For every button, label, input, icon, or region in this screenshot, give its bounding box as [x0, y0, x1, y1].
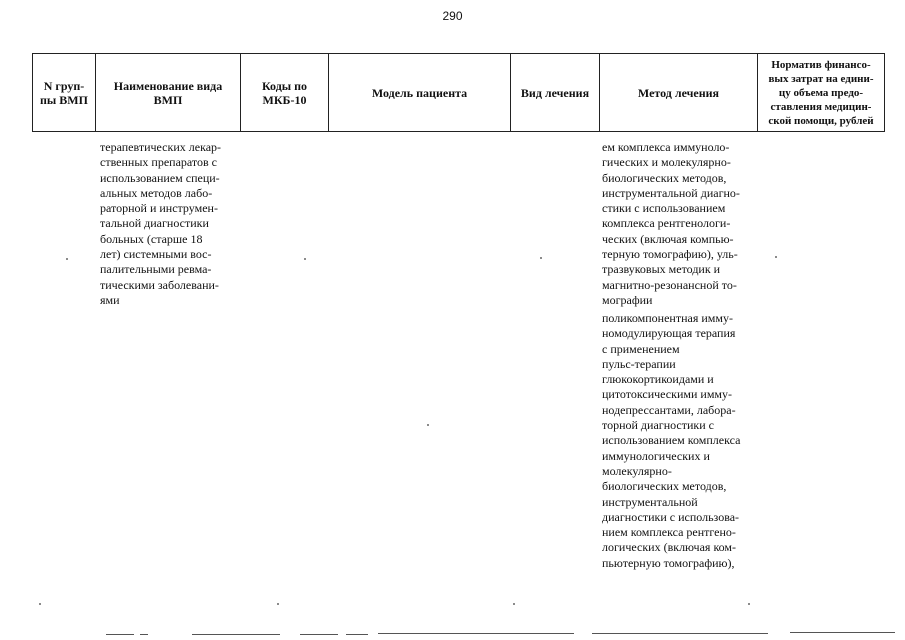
header-treatment-method: Метод лечения: [600, 54, 758, 132]
scan-dot: [540, 257, 542, 259]
scan-dot: [775, 256, 777, 258]
scan-line: [346, 634, 368, 635]
scan-dot: [39, 603, 41, 605]
table-header: [32, 53, 885, 132]
scan-dot: [513, 603, 515, 605]
scan-line: [140, 634, 148, 635]
scan-line: [192, 634, 280, 635]
scan-dot: [748, 603, 750, 605]
scan-line: [300, 634, 338, 635]
treatment-method-cell-1: ем комплекса иммуноло- гических и молекулярно- биологических методов, инструментальной диагно- стики с использованием комплекса рентгенологи- ческих (включая компью- терную томографию), уль- тразвуковых методик и магнитно-резонансной то- мографии: [602, 140, 740, 307]
scan-dot: [66, 258, 68, 260]
page-number: 290: [442, 9, 463, 23]
treatment-method-cell-2: поликомпонентная имму- номодулирующая терапия с применением пульс-терапии глюкокортикоидами и цитотоксическими имму- нодепрессантами, лабора- торной диагностики с использованием комплекса иммунологических и молекулярно- биологических методов, инструментальной диагностики с использова- нием комплекса рентгено- логических (включая ком- пьютерную томографию),: [602, 311, 741, 570]
scan-line: [790, 632, 895, 633]
scan-line: [592, 633, 768, 634]
header-patient-model: Модель пациента: [329, 54, 511, 132]
scan-line: [378, 633, 574, 634]
header-group-number: N груп- пы ВМП: [33, 54, 96, 132]
header-vmp-name: Наименование вида ВМП: [96, 54, 241, 132]
header-icd-codes: Коды по МКБ-10: [241, 54, 329, 132]
header-treatment-type: Вид лечения: [511, 54, 600, 132]
header-cost-standard: Норматив финансо- вых затрат на едини- цу объема предо- ставления медицин- ской помощи, рублей: [758, 54, 885, 132]
scan-dot: [427, 424, 429, 426]
scan-dot: [304, 258, 306, 260]
scan-line: [106, 634, 134, 635]
scan-dot: [277, 603, 279, 605]
vmp-name-cell: терапевтических лекар- ственных препаратов с использованием специ- альных методов лабо- раторной и инструмен- тальной диагностики больных (старше 18 лет) системными вос- палительными ревма- тическими заболевани- ями: [100, 140, 222, 307]
